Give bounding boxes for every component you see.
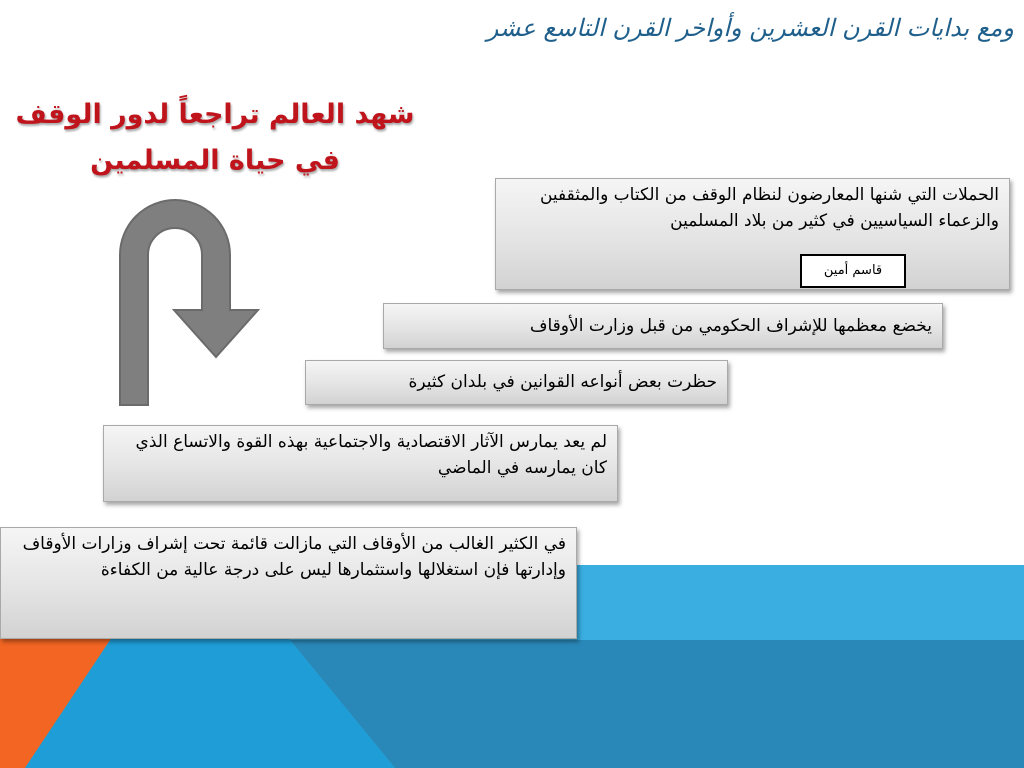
slide-header: ومع بدايات القرن العشرين وأواخر القرن التاسع عشر: [486, 14, 1014, 42]
background-dark-blue-wedge: [290, 640, 1024, 768]
title-line-1: شهد العالم تراجعاً لدور الوقف: [15, 99, 415, 130]
u-turn-arrow-shape: [120, 200, 258, 405]
title-line-2: في حياة المسلمين: [90, 145, 340, 176]
info-box-low-efficiency: في الكثير الغالب من الأوقاف التي مازالت قائمة تحت إشراف وزارات الأوقاف وإدارتها فإن استغلالها واستثمارها ليس على درجة عالية من الكفاءة: [0, 527, 577, 639]
info-box-campaigns: الحملات التي شنها المعارضون لنظام الوقف من الكتاب والمثقفين والزعماء السياسيين في كثير من بلاد المسلمين: [495, 178, 1010, 290]
reference-name-tag: قاسم أمين: [800, 254, 906, 288]
info-box-government-supervision: يخضع معظمها للإشراف الحكومي من قبل وزارت الأوقاف: [383, 303, 943, 349]
u-turn-arrow-icon: [110, 185, 270, 410]
slide-title: [10, 92, 420, 184]
info-box-reduced-impact: لم يعد يمارس الآثار الاقتصادية والاجتماعية بهذه القوة والاتساع الذي كان يمارسه في الماضي: [103, 425, 618, 502]
info-box-legal-bans: حظرت بعض أنواعه القوانين في بلدان كثيرة: [305, 360, 728, 405]
